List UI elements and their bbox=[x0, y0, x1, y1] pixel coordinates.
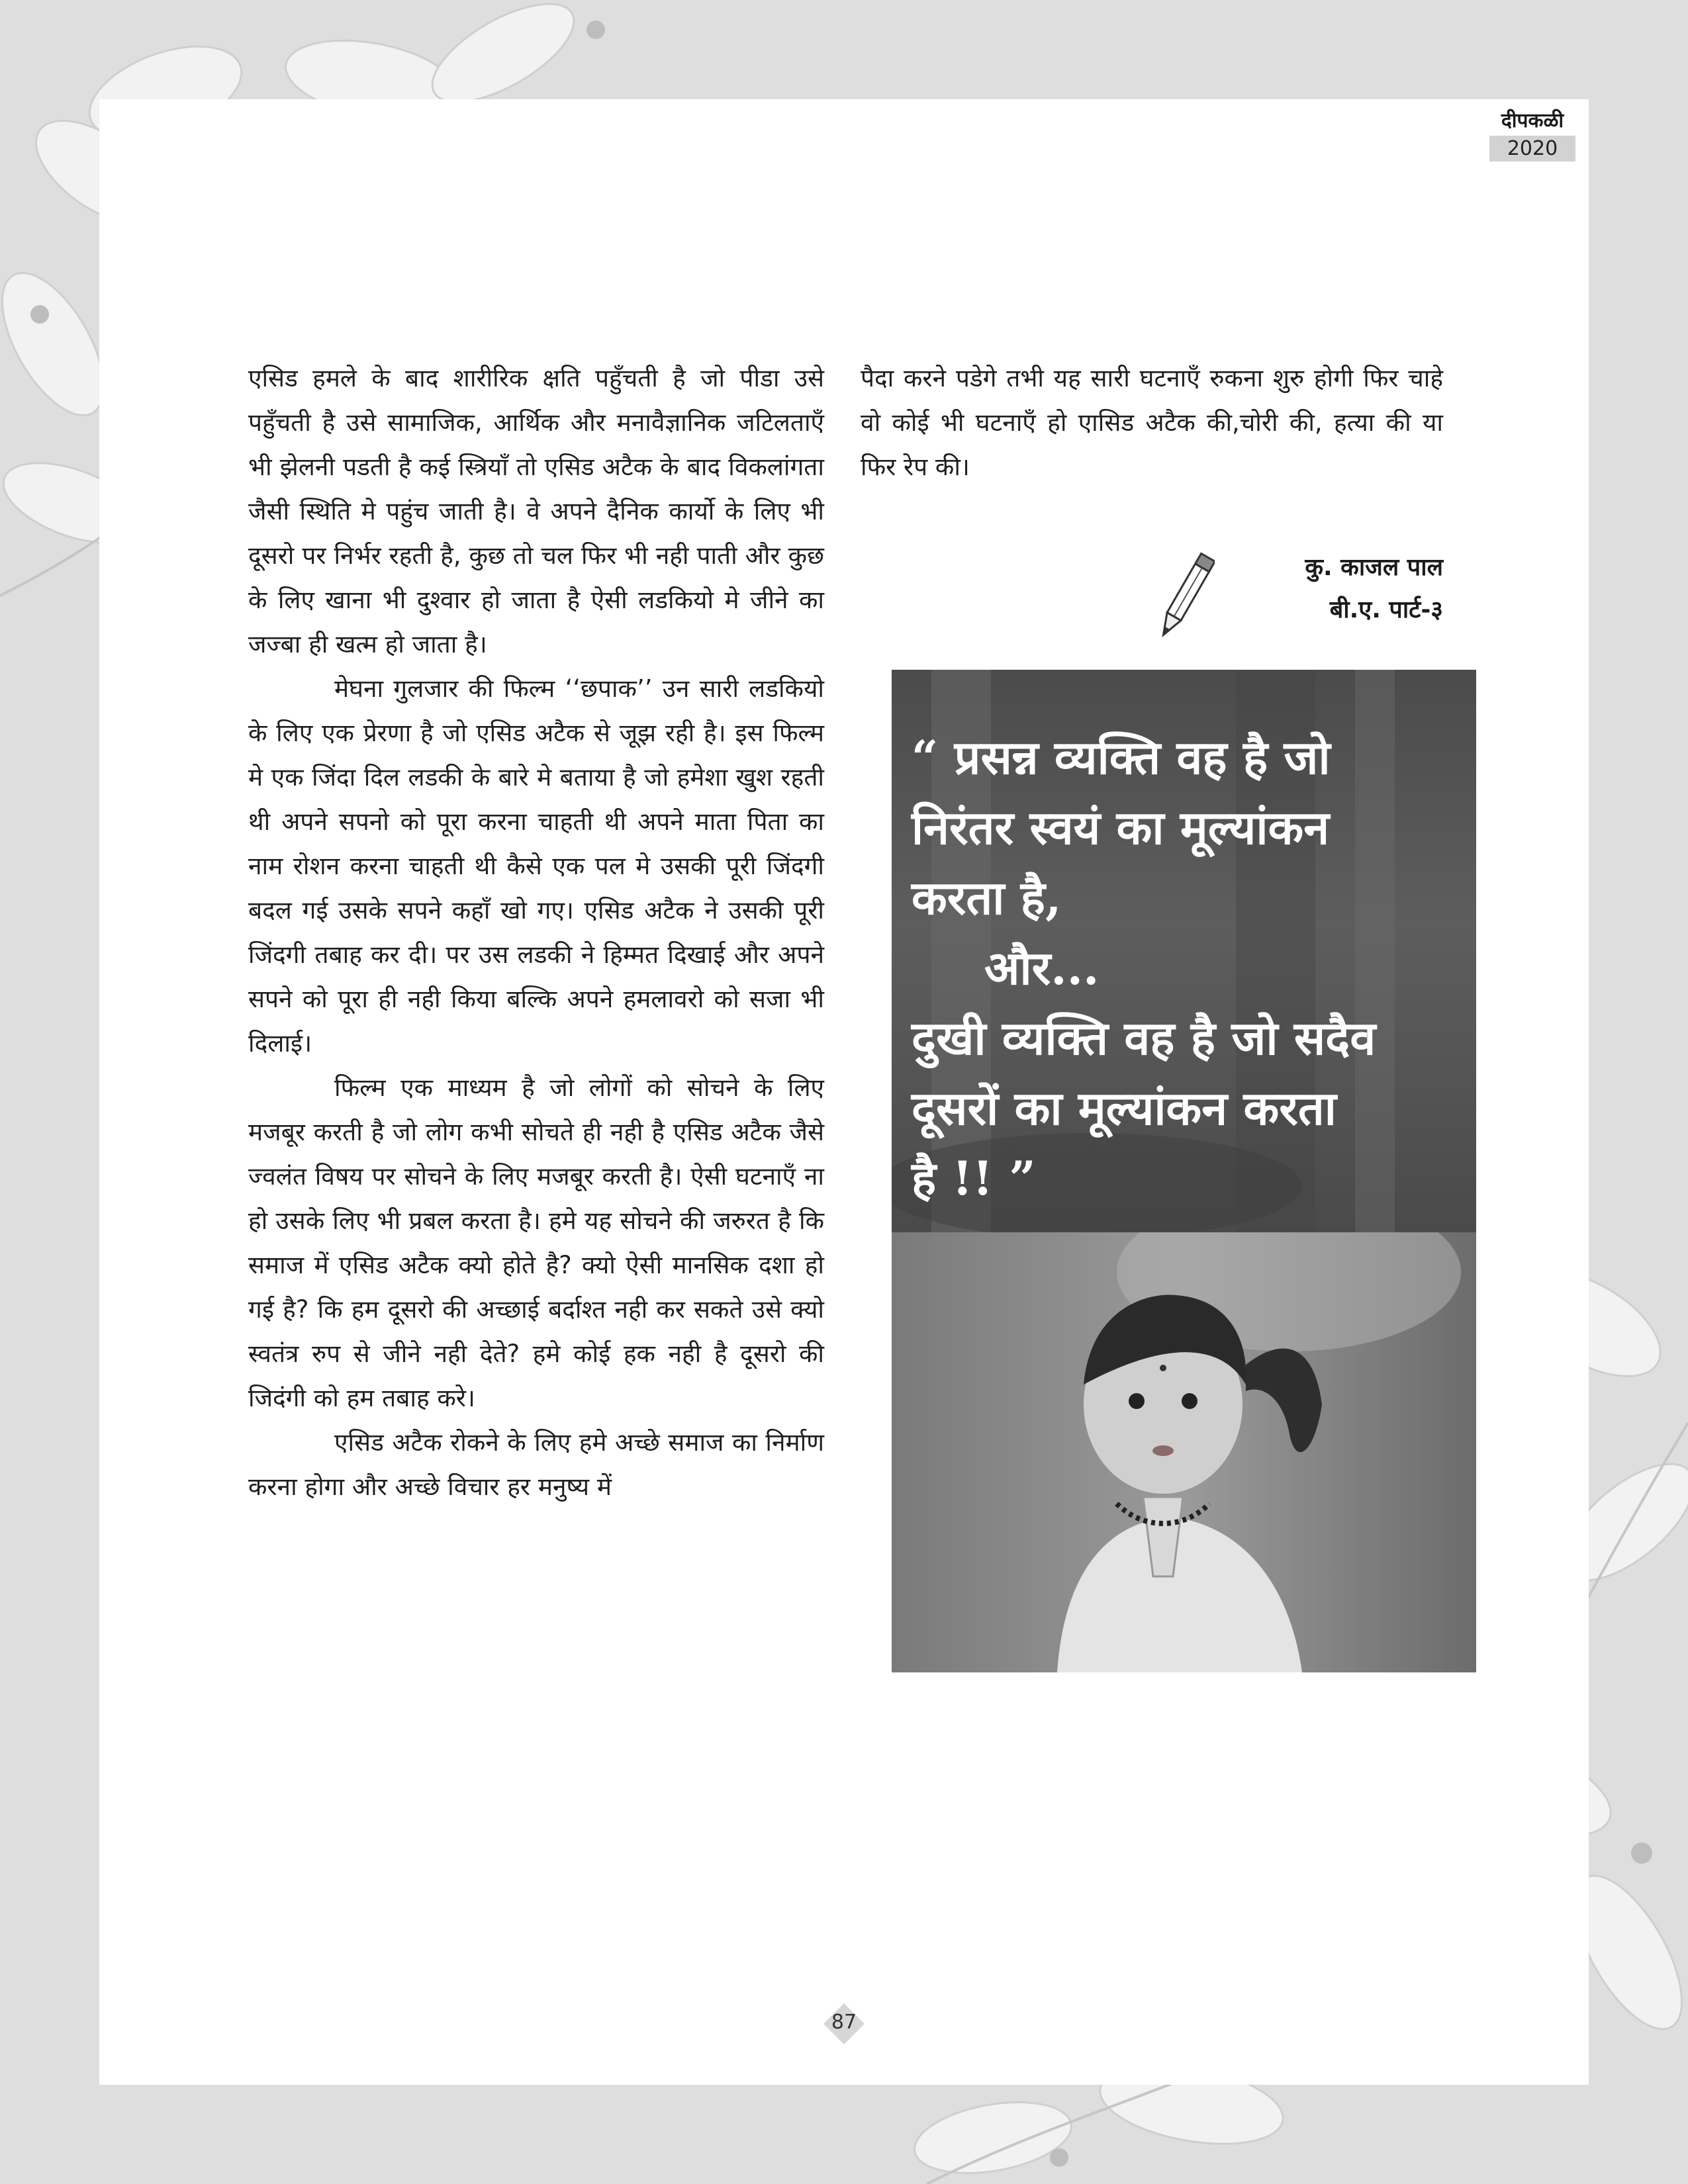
page-number bbox=[822, 2002, 866, 2046]
magazine-header bbox=[1489, 106, 1575, 161]
author-name: कु. काजल पाल bbox=[1305, 554, 1443, 581]
quote-line: और... bbox=[984, 940, 1100, 995]
paragraph: पैदा करने पडेगे तभी यह सारी घटनाएँ रुकना शुरु होगी फिर चाहे वो कोई भी घटनाएँ हो एासिड अटैक की,चोरी की, हत्या की या फिर रेप की। bbox=[861, 364, 1443, 481]
magazine-title: दीपकळी bbox=[1501, 109, 1564, 132]
quote-line: निरंतर स्वयं का मूल्यांकन bbox=[912, 800, 1330, 855]
author-credit bbox=[1231, 547, 1443, 631]
right-column bbox=[861, 356, 1443, 489]
quote-line: है !! ” bbox=[912, 1151, 1036, 1206]
quote-box bbox=[892, 670, 1476, 1232]
quote-text bbox=[912, 723, 1468, 1214]
quote-line: करता है, bbox=[912, 870, 1062, 925]
page-number-text: 87 bbox=[831, 2011, 857, 2034]
paragraph: एसिड अटैक रोकने के लिए हमे अच्छे समाज का निर्माण करना होगा और अच्छे विचार हर मनुष्य में bbox=[248, 1428, 824, 1501]
quote-line: दूसरों का मूल्यांकन करता bbox=[912, 1081, 1336, 1136]
paragraph: मेघना गुलजार की फिल्म ‘‘छपाक’’ उन सारी लडकियो के लिए एक प्रेरणा है जो एसिड अटैक से जूझ रही है। इस फिल्म मे एक जिंदा दिल लडकी के बारे मे बताया है जो हमेशा खुश रहती थी अपने सपनो को पूरा करना चाहती थी अपने माता पिता का नाम रोशन करना चाहती थी कैसे एक पल मे उसकी पूरी जिंदगी बदल गई उसके सपने कहाँ खो गए। एसिड अटैक ने उसकी पूरी जिंदगी तबाह कर दी। पर उस लडकी ने हिम्मत दिखाई और अपने सपने को पूरा ही नही किया बल्कि अपने हमलावरो को सजा भी दिलाई। bbox=[248, 674, 824, 1058]
paragraph: एसिड हमले के बाद शारीरिक क्षति पहुँचती है जो पीडा उसे पहुँचती है उसे सामाजिक, आर्थिक और मनावैज्ञानिक जटिलताएँ भी झेलनी पडती है कई स्त्रियाँ तो एसिड अटैक के बाद विकलांगता जैसी स्थिति मे पहुंच जाती है। वे अपने दैनिक कार्यो के लिए भी दूसरो पर निर्भर रहती है, कुछ तो चल फिर भी नही पाती और कुछ के लिए खाना भी दुश्वार हो जाता है ऐसी लडकियो मे जीने का जज्बा ही खत्म हो जाता है। bbox=[248, 364, 824, 659]
magazine-year: 2020 bbox=[1489, 136, 1575, 161]
quote-line: दुखी व्यक्ति वह है जो सदैव bbox=[912, 1011, 1376, 1066]
left-column bbox=[248, 356, 824, 1509]
pencil-icon bbox=[1155, 548, 1215, 647]
author-class: बी.ए. पार्ट-३ bbox=[1329, 596, 1443, 623]
paragraph: फिल्म एक माध्यम है जो लोगों को सोचने के लिए मजबूर करती है जो लोग कभी सोचते ही नही है एसिड अटैक जैसे ज्वलंत विषय पर सोचने के लिए मजबूर करती है। ऐसी घटनाएँ ना हो उसके लिए भी प्रबल करता है। हमे यह सोचने की जरुरत है कि समाज में एसिड अटैक क्यो होते है? क्यो ऐसी मानसिक दशा हो गई है? कि हम दूसरो की अच्छाई बर्दाश्त नही कर सकते उसे क्यो स्वतंत्र रुप से जीने नही देते? हमे कोई हक नही है दूसरो की जिदंगी को हम तबाह करे। bbox=[248, 1073, 824, 1412]
child-photo bbox=[892, 1232, 1476, 1672]
quote-line: “ प्रसन्न व्यक्ति वह है जो bbox=[912, 730, 1331, 785]
